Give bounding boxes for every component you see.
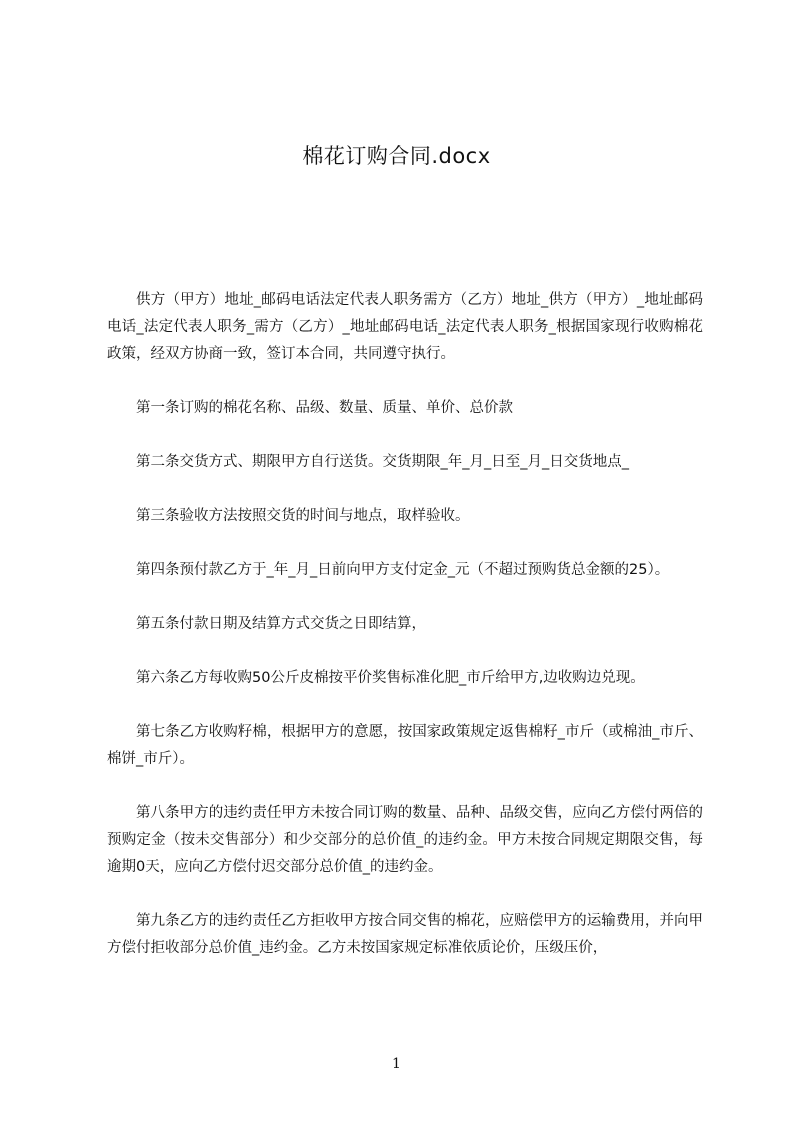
paragraph-article-7: 第七条乙方收购籽棉，根据甲方的意愿，按国家政策规定返售棉籽_市斤（或棉油_市斤、棉饼_市斤）。	[107, 724, 703, 767]
paragraph-preamble: 供方（甲方）地址_邮码电话法定代表人职务需方（乙方）地址_供方（甲方）_地址邮码电话_法定代表人职务_需方（乙方）_地址邮码电话_法定代表人职务_根据国家现行收购棉花政策，经双方协商一致，签订本合同，共同遵守执行。	[107, 292, 703, 362]
document-body	[107, 287, 703, 989]
page-number: 1	[392, 1056, 401, 1072]
paragraph-article-3: 第三条验收方法按照交货的时间与地点，取样验收。	[136, 508, 470, 524]
paragraph-article-8: 第八条甲方的违约责任甲方未按合同订购的数量、品种、品级交售，应向乙方偿付两倍的预购定金（按未交售部分）和少交部分的总价值_的违约金。甲方未按合同规定期限交售，每逾期0天，应向乙方偿付迟交部分总价值_的违约金。	[107, 805, 703, 875]
document-title: 棉花订购合同.docx	[302, 144, 491, 168]
paragraph-article-6: 第六条乙方每收购50公斤皮棉按平价奖售标准化肥_市斤给甲方,边收购边兑现。	[136, 670, 645, 686]
paragraph-article-9: 第九条乙方的违约责任乙方拒收甲方按合同交售的棉花，应赔偿甲方的运输费用，并向甲方偿付拒收部分总价值_违约金。乙方未按国家规定标准依质论价，压级压价，	[107, 913, 703, 956]
paragraph-article-1: 第一条订购的棉花名称、品级、数量、质量、单价、总价款	[136, 400, 513, 416]
paragraph-article-5: 第五条付款日期及结算方式交货之日即结算，	[136, 616, 426, 632]
paragraph-article-2: 第二条交货方式、期限甲方自行送货。交货期限_年_月_日至_月_日交货地点_	[136, 454, 629, 470]
paragraph-article-4: 第四条预付款乙方于_年_月_日前向甲方支付定金_元（不超过预购货总金额的25）。	[136, 562, 670, 578]
